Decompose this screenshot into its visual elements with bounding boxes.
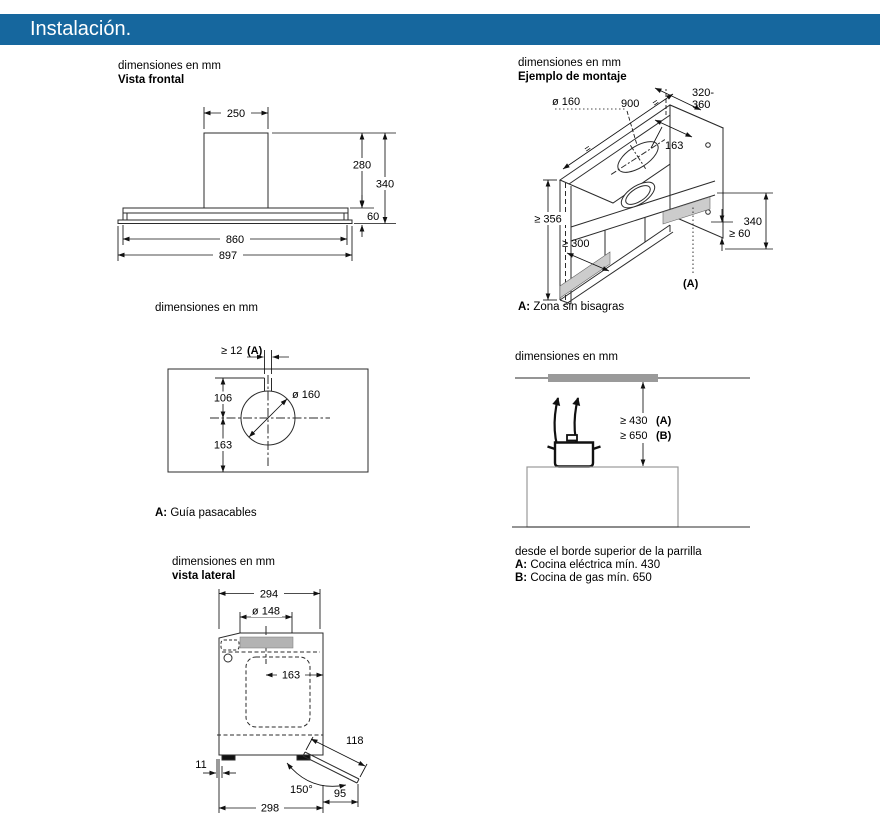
dim-front-offset: 106	[213, 392, 233, 405]
dim-niche-depth: ≥ 300	[562, 238, 590, 250]
dim-clearance-60: ≥ 60	[729, 228, 751, 240]
clearance-drawing	[510, 370, 755, 535]
dim-flap-length: 118	[346, 735, 364, 747]
dim-body-width: 860	[225, 234, 245, 246]
top-view-drawing	[150, 330, 420, 505]
cooktop-cabinet	[527, 467, 678, 527]
montaje-caption: dimensiones en mm Ejemplo de montaje	[518, 57, 627, 83]
dim-chimney-width: 250	[226, 108, 246, 120]
side-view-caption: dimensiones en mm vista lateral	[172, 556, 275, 582]
dim-top-depth: 294	[259, 588, 279, 601]
dim-back-offset: 163	[213, 439, 233, 452]
dim-chimney-height: 280	[352, 159, 372, 172]
front-view-dimensions	[118, 107, 396, 261]
dim-bottom-depth: 298	[260, 802, 280, 815]
front-view-drawing	[100, 95, 410, 280]
duct-opening	[240, 637, 293, 648]
top-view-caption: dimensiones en mm	[155, 302, 258, 314]
top-view-note: A: Guía pasacables	[155, 507, 257, 519]
dim-hole-diameter: ø 160	[292, 389, 321, 401]
dim-clearance-electric: ≥ 430	[620, 415, 648, 427]
dim-hole-offset: 163	[665, 140, 684, 152]
section-header-bar	[0, 14, 880, 45]
dim-total-height: 340	[375, 178, 395, 191]
equal-mark: =	[582, 143, 594, 156]
shelf-panel	[168, 369, 368, 472]
section-title: Instalación.	[30, 18, 132, 40]
hood-filter-bar	[548, 374, 658, 382]
dim-flap-angle: 150°	[290, 784, 313, 796]
dim-hood-height: 340	[743, 216, 762, 228]
dim-cabinet-width: 900	[621, 98, 640, 110]
front-view-caption: dimensiones en mm Vista frontal	[118, 60, 221, 86]
mounting-example-drawing	[505, 85, 880, 310]
dim-duct-diameter-side: ø 148	[251, 605, 281, 618]
equal-mark: =	[650, 97, 662, 110]
dim-depth-2: 360	[692, 99, 711, 111]
dim-slot-ref: (A)	[247, 345, 263, 357]
dim-depth-1: 320-	[692, 87, 715, 99]
dim-flap-extension: 95	[333, 788, 347, 800]
dim-foot-offset: 11	[195, 759, 207, 771]
zone-a-label: (A)	[683, 278, 699, 290]
dim-clearance-electric-ref: (A)	[656, 415, 672, 427]
hood-front-outline	[118, 133, 352, 224]
dim-clearance-gas-ref: (B)	[656, 430, 672, 442]
dim-body-height: 60	[367, 211, 380, 223]
hood-side-outline	[217, 626, 359, 783]
side-view-drawing	[150, 585, 430, 829]
clearance-caption: dimensiones en mm	[515, 351, 618, 363]
dim-clearance-gas: ≥ 650	[620, 430, 648, 442]
dim-duct-diameter: ø 160	[552, 96, 581, 108]
clearance-notes: desde el borde superior de la parrilla A: Cocina eléctrica mín. 430 B: Cocina de gas mín. 650	[515, 546, 702, 584]
dim-slot-width: ≥ 12	[221, 345, 243, 357]
dim-center-offset: 163	[281, 669, 301, 682]
montaje-note: A: Zona sin bisagras	[518, 301, 625, 313]
dim-niche-height: ≥ 356	[534, 213, 562, 226]
dim-total-width: 897	[218, 250, 238, 262]
